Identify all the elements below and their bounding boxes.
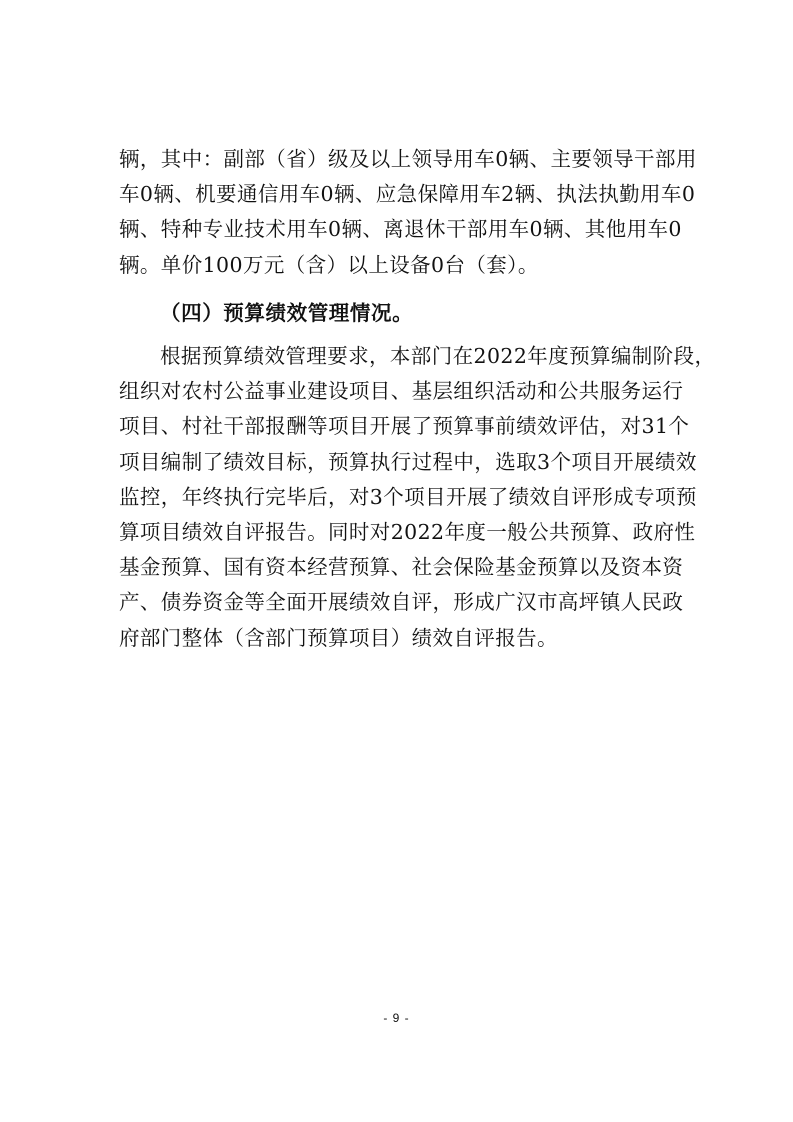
paragraph-line: 辆。单价100万元（含）以上设备0台（套）。 (119, 252, 539, 277)
paragraph-line: 算项目绩效自评报告。同时对2022年度一般公共预算、政府性 (119, 520, 696, 545)
paragraph-vehicles (119, 142, 697, 283)
paragraph-line: 产、债券资金等全面开展绩效自评，形成广汉市高坪镇人民政 (119, 590, 684, 615)
paragraph-line: 根据预算绩效管理要求，本部门在2022年度预算编制阶段， (160, 344, 716, 368)
paragraph-line: 项目、村社干部报酬等项目开展了预算事前绩效评估，对31个 (119, 414, 690, 439)
page-number: - 9 - (383, 1011, 410, 1025)
paragraph-line: 基金预算、国有资本经营预算、社会保险基金预算以及资本资 (119, 555, 684, 580)
paragraph-line: 辆，其中：副部（省）级及以上领导用车0辆、主要领导干部用 (119, 147, 697, 171)
paragraph-line: 辆、特种专业技术用车0辆、离退休干部用车0辆、其他用车0 (119, 217, 682, 242)
paragraph-line: 车0辆、机要通信用车0辆、应急保障用车2辆、执法执勤用车0 (119, 182, 696, 207)
paragraph-line: 项目编制了绩效目标，预算执行过程中，选取3个项目开展绩效 (119, 449, 697, 474)
paragraph-line: 监控，年终执行完毕后，对3个项目开展了绩效自评形成专项预 (119, 484, 697, 509)
paragraph-line: 组织对农村公益事业建设项目、基层组织活动和公共服务运行 (119, 379, 684, 404)
paragraph-line: 府部门整体（含部门预算项目）绩效自评报告。 (119, 625, 558, 650)
section-heading: （四）预算绩效管理情况。 (160, 301, 414, 325)
paragraph-performance (119, 339, 716, 656)
